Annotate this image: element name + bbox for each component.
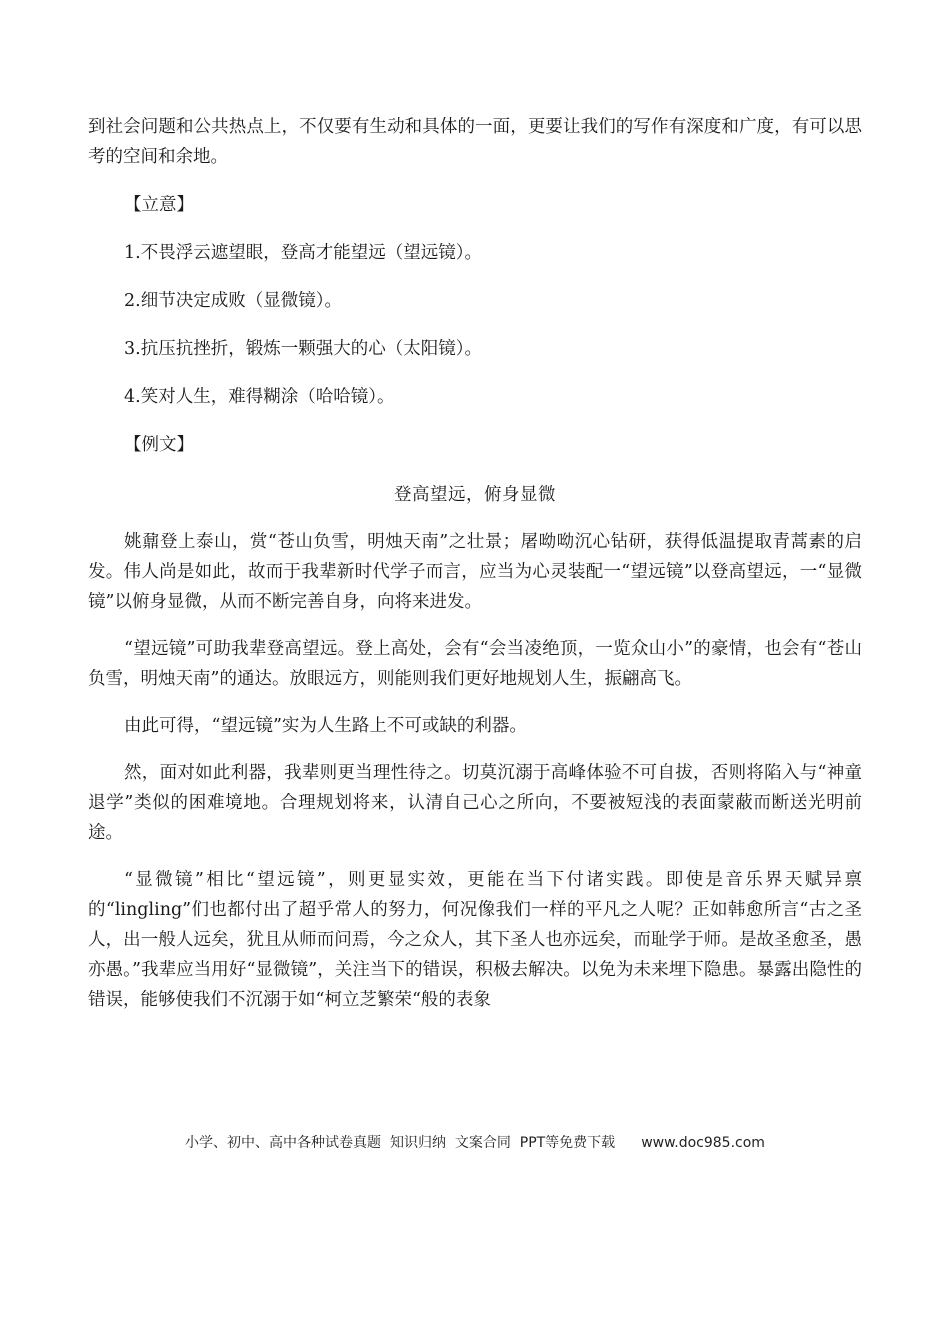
essay-paragraph-4: 然，面对如此利器，我辈则更当理性待之。切莫沉溺于高峰体验不可自拔，否则将陷入与“神童退学”类似的困难境地。合理规划将来，认清自己心之所向，不要被短浅的表面蒙蔽而断送光明前途。: [88, 763, 862, 843]
point-item-3: 3.抗压抗挫折，锻炼一颗强大的心（太阳镜）。: [124, 339, 482, 359]
document-body: [88, 112, 862, 1015]
section-heading-liwen: 【例文】: [124, 435, 194, 455]
section-heading-liyi: 【立意】: [124, 195, 194, 215]
point-item-1: 1.不畏浮云遮望眼，登高才能望远（望远镜）。: [124, 243, 482, 263]
point-item-2: 2.细节决定成败（显微镜）。: [124, 291, 342, 311]
point-item-4: 4.笑对人生，难得糊涂（哈哈镜）。: [124, 387, 395, 407]
intro-paragraph: 到社会问题和公共热点上，不仅要有生动和具体的一面，更要让我们的写作有深度和广度，有可以思考的空间和余地。: [88, 117, 862, 167]
essay-paragraph-2: “望远镜”可助我辈登高望远。登上高处，会有“会当凌绝顶，一览众山小”的豪情，也会有“苍山负雪，明烛天南”的通达。放眼远方，则能则我们更好地规划人生，振翩高飞。: [88, 639, 862, 689]
footer-text: 小学、初中、高中各种试卷真题 知识归纳 文案合同 PPT等免费下载: [185, 1135, 616, 1151]
essay-paragraph-5: “显微镜”相比“望远镜”，则更显实效，更能在当下付诸实践。即使是音乐界天赋异禀的“lingling”们也都付出了超乎常人的努力，何况像我们一样的平凡之人呢？正如韩愈所言“古之圣人，出一般人远矣，犹且从师而问焉，今之众人，其下圣人也亦远矣，而耻学于师。是故圣愈圣，愚亦愚。”我辈应当用好“显微镜”，关注当下的错误，积极去解决。以免为未来埋下隐患。暴露出隐性的错误，能够使我们不沉溺于如“柯立芝繁荣“般的表象: [88, 870, 862, 1010]
footer-url[interactable]: www.doc985.com: [641, 1135, 765, 1151]
page-footer: [0, 1132, 950, 1152]
essay-paragraph-1: 姚鼐登上泰山，赏“苍山负雪，明烛天南”之壮景；屠呦呦沉心钻研，获得低温提取青蒿素的启发。伟人尚是如此，故而于我辈新时代学子而言，应当为心灵装配一“望远镜”以登高望远，一“显微镜”以俯身显微，从而不断完善自身，向将来进发。: [88, 532, 862, 612]
essay-title: 登高望远，俯身显微: [394, 485, 556, 505]
essay-paragraph-3: 由此可得，“望远镜”实为人生路上不可或缺的利器。: [124, 716, 527, 736]
